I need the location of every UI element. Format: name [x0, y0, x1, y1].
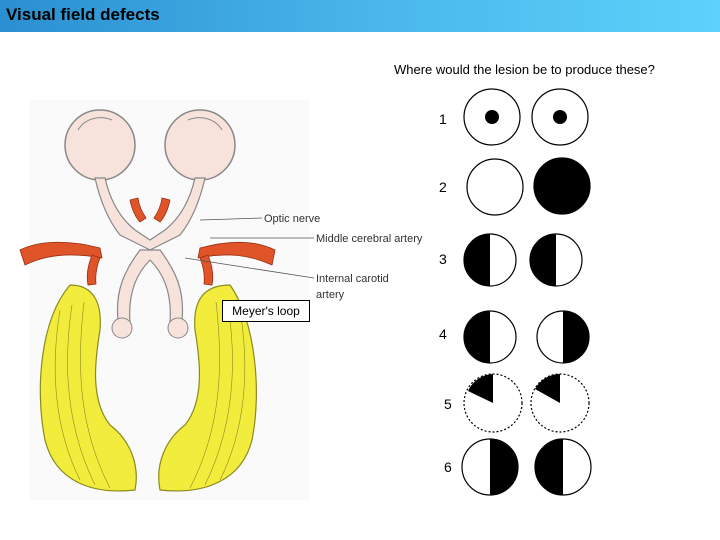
- defect-number-6: 6: [444, 459, 452, 475]
- field-row-1: [464, 89, 588, 145]
- field-row-4: [464, 311, 589, 363]
- field-row-5: [464, 374, 589, 432]
- meyers-loop-label: Meyer's loop: [222, 300, 310, 322]
- central-scotoma-1-right: [553, 110, 567, 124]
- title-bar: [0, 0, 720, 32]
- field-2-right: [534, 158, 590, 214]
- field-row-3: [464, 234, 582, 286]
- field-3-left-defect: [464, 234, 490, 286]
- label-ica-line2: artery: [316, 289, 345, 301]
- question-text: Where would the lesion be to produce these?: [394, 62, 655, 77]
- defect-number-3: 3: [439, 251, 447, 267]
- defect-number-1: 1: [439, 111, 447, 127]
- defect-number-5: 5: [444, 396, 452, 412]
- visual-pathway-illustration: [0, 90, 423, 510]
- label-ica-line1: Internal carotid: [316, 273, 389, 285]
- right-eyeball: [165, 110, 235, 180]
- right-lgn: [168, 318, 188, 338]
- visual-field-diagrams: [460, 85, 600, 500]
- field-6-right-defect: [535, 439, 563, 495]
- field-4-left-defect: [464, 311, 490, 363]
- field-2-left: [467, 159, 523, 215]
- slide-title: Visual field defects: [6, 5, 160, 24]
- defect-number-2: 2: [439, 179, 447, 195]
- label-mca: Middle cerebral artery: [316, 233, 423, 245]
- field-3-right-defect: [530, 234, 556, 286]
- field-row-6: [462, 439, 591, 495]
- defect-number-4: 4: [439, 326, 447, 342]
- field-4-right-defect: [563, 311, 589, 363]
- field-row-2: [467, 158, 590, 215]
- field-6-left-defect: [490, 439, 518, 495]
- central-scotoma-1-left: [485, 110, 499, 124]
- left-lgn: [112, 318, 132, 338]
- left-eyeball: [65, 110, 135, 180]
- label-optic-nerve: Optic nerve: [264, 213, 321, 225]
